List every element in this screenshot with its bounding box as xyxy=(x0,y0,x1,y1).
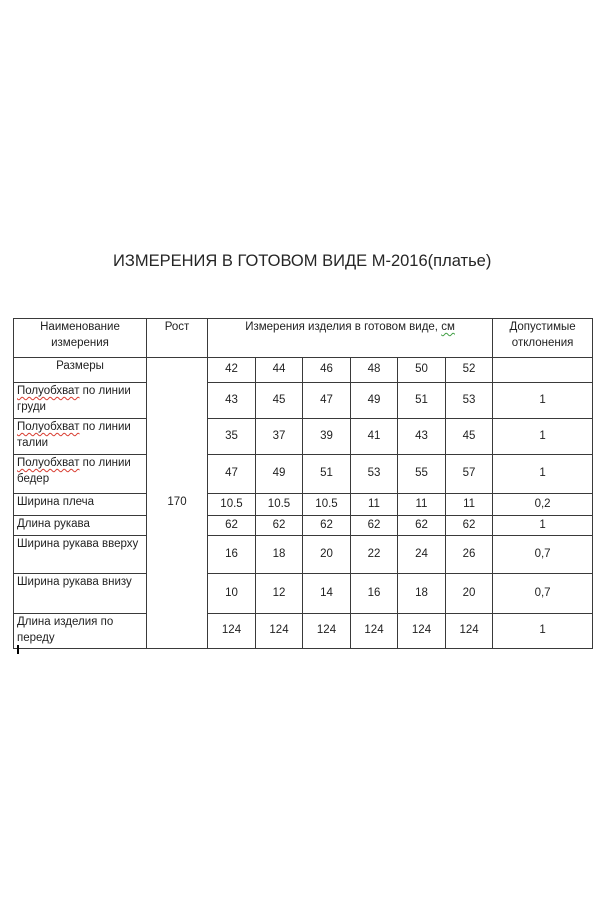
value-cell: 20 xyxy=(446,574,493,614)
value-cell: 51 xyxy=(303,455,351,494)
measurement-name-cell xyxy=(14,494,147,516)
value-cell: 45 xyxy=(256,383,303,419)
deviation-cell: 1 xyxy=(493,455,593,494)
label-text: по линии груди xyxy=(17,385,131,413)
value-cell: 11 xyxy=(398,494,446,516)
value-cell: 43 xyxy=(208,383,256,419)
label-text: Ширина рукава вверху xyxy=(17,538,139,550)
table-row xyxy=(14,455,593,494)
value-cell: 62 xyxy=(398,516,446,536)
value-cell: 49 xyxy=(351,383,398,419)
grammar-marked-word: см xyxy=(441,321,455,333)
measurement-name-cell xyxy=(14,516,147,536)
table-row xyxy=(14,494,593,516)
table-row xyxy=(14,419,593,455)
sizes-label-cell: Размеры xyxy=(14,358,147,383)
value-cell: 35 xyxy=(208,419,256,455)
value-cell: 20 xyxy=(303,536,351,574)
measurement-name-cell xyxy=(14,614,147,649)
value-cell: 49 xyxy=(256,455,303,494)
size-cell: 46 xyxy=(303,358,351,383)
table-row xyxy=(14,574,593,614)
measurement-name-cell xyxy=(14,383,147,419)
deviation-cell: 1 xyxy=(493,383,593,419)
value-cell: 11 xyxy=(351,494,398,516)
value-cell: 57 xyxy=(446,455,493,494)
value-cell: 62 xyxy=(256,516,303,536)
label-text: Длина рукава xyxy=(17,518,90,530)
value-cell: 62 xyxy=(208,516,256,536)
deviation-cell: 0,2 xyxy=(493,494,593,516)
value-cell: 124 xyxy=(351,614,398,649)
table-header-row xyxy=(14,319,593,358)
value-cell: 55 xyxy=(398,455,446,494)
value-cell: 37 xyxy=(256,419,303,455)
measurement-name-cell xyxy=(14,455,147,494)
value-cell: 22 xyxy=(351,536,398,574)
deviation-cell: 0,7 xyxy=(493,574,593,614)
value-cell: 16 xyxy=(208,536,256,574)
deviation-cell: 0,7 xyxy=(493,536,593,574)
value-cell: 62 xyxy=(446,516,493,536)
value-cell: 43 xyxy=(398,419,446,455)
value-cell: 47 xyxy=(303,383,351,419)
label-text: Ширина рукава внизу xyxy=(17,576,132,588)
size-cell: 44 xyxy=(256,358,303,383)
value-cell: 124 xyxy=(303,614,351,649)
text-cursor xyxy=(17,645,19,654)
header-height: Рост xyxy=(147,319,208,358)
measurement-name-cell xyxy=(14,574,147,614)
deviation-cell-empty xyxy=(493,358,593,383)
value-cell: 10 xyxy=(208,574,256,614)
header-measurements xyxy=(208,319,493,358)
value-cell: 62 xyxy=(351,516,398,536)
table-row xyxy=(14,383,593,419)
deviation-cell: 1 xyxy=(493,516,593,536)
value-cell: 62 xyxy=(303,516,351,536)
value-cell: 18 xyxy=(398,574,446,614)
value-cell: 10.5 xyxy=(208,494,256,516)
value-cell: 53 xyxy=(351,455,398,494)
value-cell: 124 xyxy=(256,614,303,649)
deviation-cell: 1 xyxy=(493,419,593,455)
value-cell: 12 xyxy=(256,574,303,614)
label-text: Длина изделия по переду xyxy=(17,616,114,644)
value-cell: 41 xyxy=(351,419,398,455)
label-text: Ширина плеча xyxy=(17,496,95,508)
header-measurement-name: Наименование измерения xyxy=(14,319,147,358)
header-measurements-text: Измерения изделия в готовом виде, xyxy=(245,321,442,333)
value-cell: 10.5 xyxy=(256,494,303,516)
value-cell: 45 xyxy=(446,419,493,455)
table-row xyxy=(14,614,593,649)
value-cell: 47 xyxy=(208,455,256,494)
label-text: по линии талии xyxy=(17,421,131,449)
value-cell: 26 xyxy=(446,536,493,574)
size-cell: 52 xyxy=(446,358,493,383)
measurement-name-cell xyxy=(14,419,147,455)
value-cell: 10.5 xyxy=(303,494,351,516)
value-cell: 39 xyxy=(303,419,351,455)
size-cell: 50 xyxy=(398,358,446,383)
value-cell: 18 xyxy=(256,536,303,574)
table-row xyxy=(14,516,593,536)
table-row xyxy=(14,536,593,574)
measurement-name-cell xyxy=(14,536,147,574)
sizes-row xyxy=(14,358,593,383)
size-cell: 42 xyxy=(208,358,256,383)
value-cell: 24 xyxy=(398,536,446,574)
value-cell: 124 xyxy=(208,614,256,649)
label-text: по линии бедер xyxy=(17,457,131,485)
value-cell: 16 xyxy=(351,574,398,614)
value-cell: 124 xyxy=(446,614,493,649)
page-title: ИЗМЕРЕНИЯ В ГОТОВОМ ВИДЕ М-2016(платье) xyxy=(113,252,492,270)
misspelled-word: Полуобхват xyxy=(17,421,80,433)
value-cell: 124 xyxy=(398,614,446,649)
header-deviations: Допустимые отклонения xyxy=(493,319,593,358)
value-cell: 51 xyxy=(398,383,446,419)
misspelled-word: Полуобхват xyxy=(17,385,80,397)
misspelled-word: Полуобхват xyxy=(17,457,80,469)
size-cell: 48 xyxy=(351,358,398,383)
value-cell: 14 xyxy=(303,574,351,614)
measurements-table xyxy=(13,318,593,649)
value-cell: 11 xyxy=(446,494,493,516)
value-cell: 53 xyxy=(446,383,493,419)
height-value-cell: 170 xyxy=(147,358,208,649)
deviation-cell: 1 xyxy=(493,614,593,649)
